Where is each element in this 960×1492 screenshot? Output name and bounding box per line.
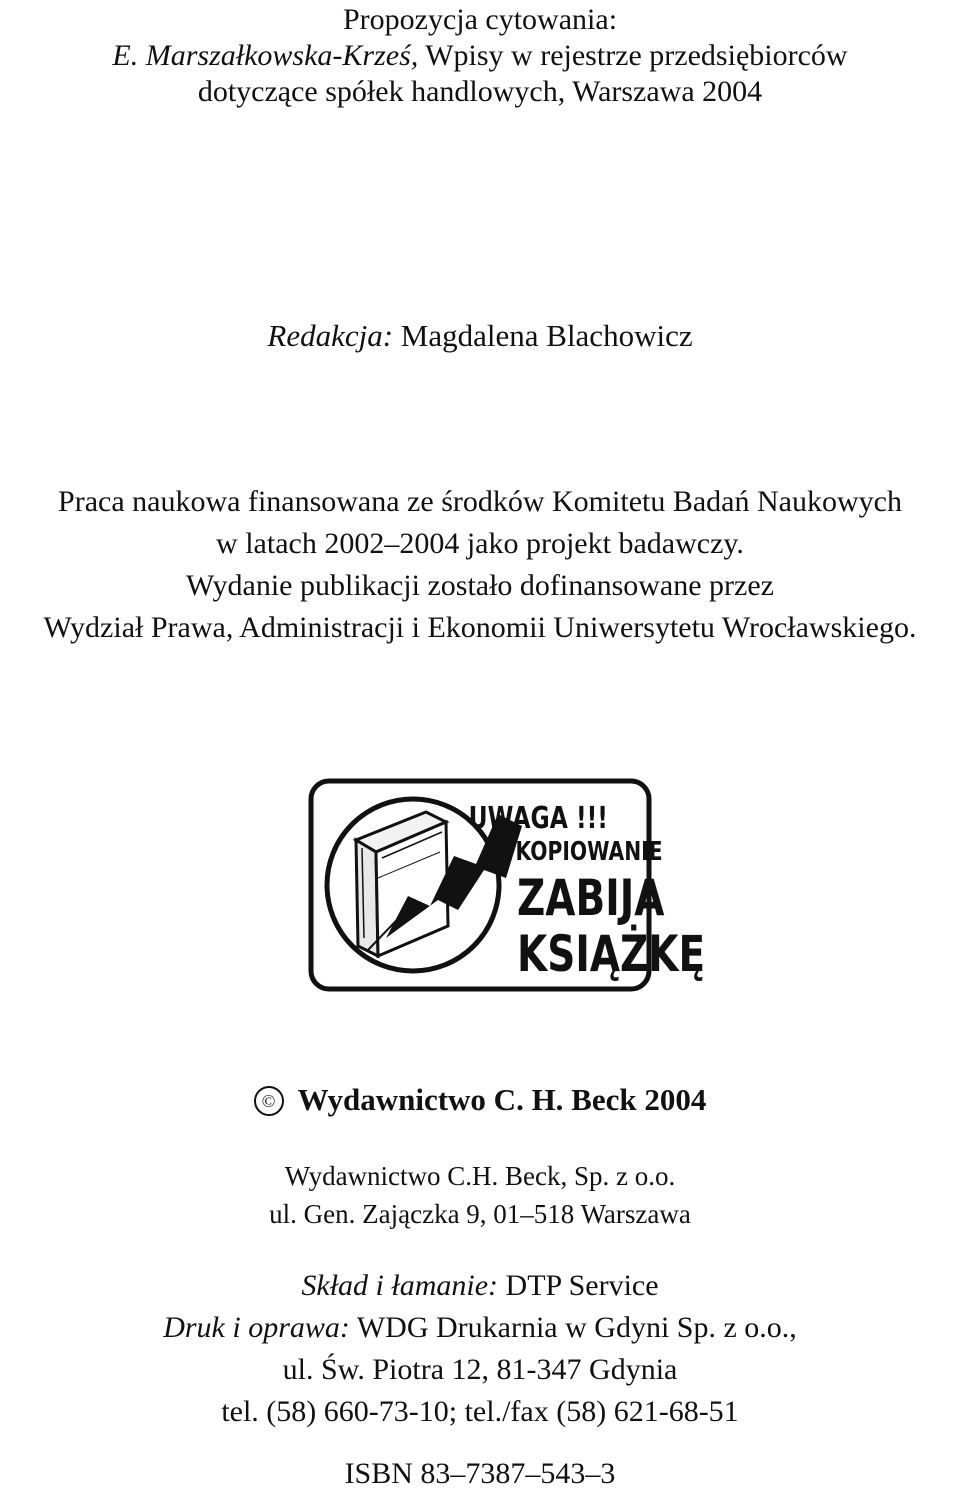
print-phone: tel. (58) 660-73-10; tel./fax (58) 621-68-51 (221, 1395, 739, 1428)
editor-line (0, 318, 960, 354)
funding-line2: w latach 2002–2004 jako projekt badawczy. (216, 527, 744, 560)
funding-line1: Praca naukowa finansowana ze środków Komitetu Badań Naukowych (58, 485, 902, 518)
copyright-text: Wydawnictwo C. H. Beck 2004 (297, 1082, 707, 1117)
editor-label: Redakcja: (267, 318, 394, 353)
citation-line3: dotyczące spółek handlowych, Warszawa 2004 (197, 75, 763, 108)
funding-line3: Wydanie publikacji zostało dofinansowane przez (186, 569, 774, 602)
typesetting-line (0, 1268, 960, 1304)
print-address: ul. Św. Piotra 12, 81-347 Gdynia (282, 1353, 678, 1386)
book-lightning-icon (308, 778, 706, 992)
citation-label: Propozycja cytowania: (342, 3, 618, 36)
copying-warning-stamp (308, 778, 706, 992)
typesetting-value: DTP Service (505, 1269, 659, 1302)
copyright-line (0, 1082, 960, 1118)
citation-rest: Wpisy w rejestrze przedsiębiorców (425, 39, 848, 72)
publisher-name: Wydawnictwo C.H. Beck, Sp. z o.o. (284, 1161, 676, 1191)
copyright-icon: © (254, 1086, 284, 1116)
citation-reference (0, 38, 960, 74)
stamp-line1: UWAGA !!! (468, 801, 608, 836)
funding-line4: Wydział Prawa, Administracji i Ekonomii Uniwersytetu Wrocławskiego. (43, 611, 917, 644)
stamp-line2: KOPIOWANIE (515, 836, 663, 867)
print-label: Druk i oprawa: (163, 1311, 350, 1344)
print-value: WDG Drukarnia w Gdyni Sp. z o.o., (356, 1311, 797, 1344)
citation-author-title: E. Marszałkowska-Krześ, (112, 39, 419, 72)
publisher-address: ul. Gen. Zajączka 9, 01–518 Warszawa (269, 1199, 691, 1229)
print-line (0, 1310, 960, 1346)
stamp-line3: ZABIJA (517, 868, 665, 928)
stamp-line4: KSIĄŻKĘ (517, 924, 706, 984)
editor-name: Magdalena Blachowicz (400, 318, 693, 353)
isbn: ISBN 83–7387–543–3 (344, 1457, 616, 1490)
typesetting-label: Skład i łamanie: (301, 1269, 499, 1302)
